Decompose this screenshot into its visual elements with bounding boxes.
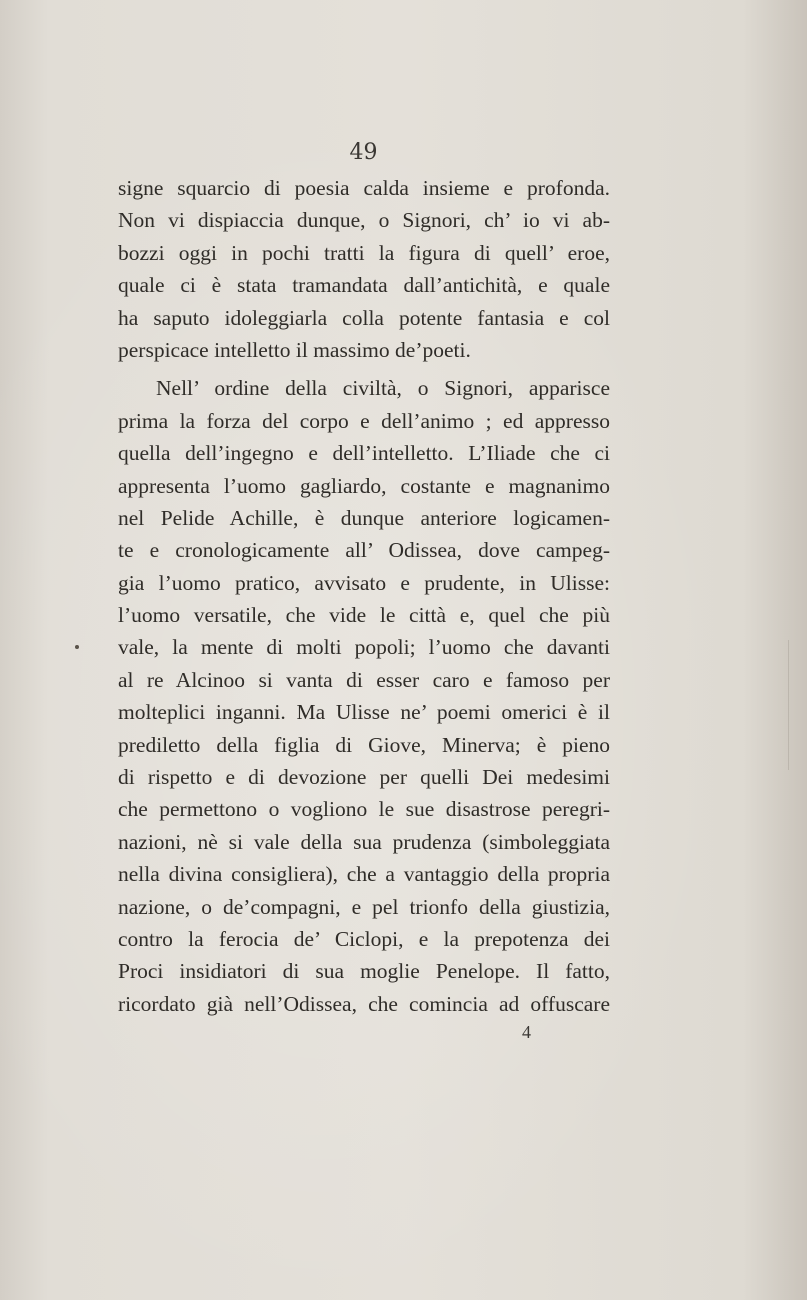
paragraph-1 — [118, 172, 610, 366]
text-line: gia l’uomo pratico, avvisato e prudente, in Ulisse: — [118, 570, 610, 595]
text-line: prediletto della figlia di Giove, Minerva; è pieno — [118, 732, 610, 757]
text-line: vale, la mente di molti popoli; l’uomo che davanti — [118, 635, 610, 660]
text-line: al re Alcinoo si vanta di esser caro e famoso per — [118, 667, 610, 692]
text-line: quella dell’ingegno e dell’intelletto. L’Iliade che ci — [118, 441, 610, 466]
body-text — [118, 172, 610, 1020]
margin-mark — [75, 645, 79, 649]
paragraph-2 — [118, 372, 610, 1020]
text-line: prima la forza del corpo e dell’animo ; ed appresso — [118, 408, 610, 433]
margin-line — [788, 640, 789, 770]
text-line: nella divina consigliera), che a vantaggio della propria — [118, 862, 610, 887]
text-line: Non vi dispiaccia dunque, o Signori, ch’ io vi ab- — [118, 208, 610, 233]
text-line: ricordato già nell’Odissea, che comincia ad offuscare — [118, 991, 610, 1016]
text-line: bozzi oggi in pochi tratti la figura di quell’ eroe, — [118, 240, 610, 265]
signature-mark: 4 — [522, 1022, 531, 1042]
text-line: l’uomo versatile, che vide le città e, quel che più — [118, 603, 610, 628]
text-line: Nell’ ordine della civiltà, o Signori, apparisce — [156, 376, 610, 401]
text-line: contro la ferocia de’ Ciclopi, e la prepotenza dei — [118, 926, 610, 951]
text-line: che permettono o vogliono le sue disastrose peregri- — [118, 797, 610, 822]
text-line: di rispetto e di devozione per quelli Dei medesimi — [118, 765, 610, 790]
text-line: nel Pelide Achille, è dunque anteriore logicamen- — [118, 505, 610, 530]
text-line: nazioni, nè si vale della sua prudenza (simboleggiata — [118, 829, 610, 854]
text-line: signe squarcio di poesia calda insieme e profonda. — [118, 176, 610, 200]
text-line: perspicace intelletto il massimo de’poeti. — [118, 337, 471, 362]
text-line: appresenta l’uomo gagliardo, costante e magnanimo — [118, 473, 610, 498]
text-line: ha saputo idoleggiarla colla potente fantasia e col — [118, 305, 610, 330]
text-line: nazione, o de’compagni, e pel trionfo della giustizia, — [118, 894, 610, 919]
text-line: quale ci è stata tramandata dall’antichità, e quale — [118, 273, 610, 298]
text-line: molteplici inganni. Ma Ulisse ne’ poemi omerici è il — [118, 700, 610, 725]
page-number: 49 — [349, 140, 378, 165]
text-line: te e cronologicamente all’ Odissea, dove campeg- — [118, 538, 610, 563]
text-line: Proci insidiatori di sua moglie Penelope. Il fatto, — [118, 959, 610, 984]
